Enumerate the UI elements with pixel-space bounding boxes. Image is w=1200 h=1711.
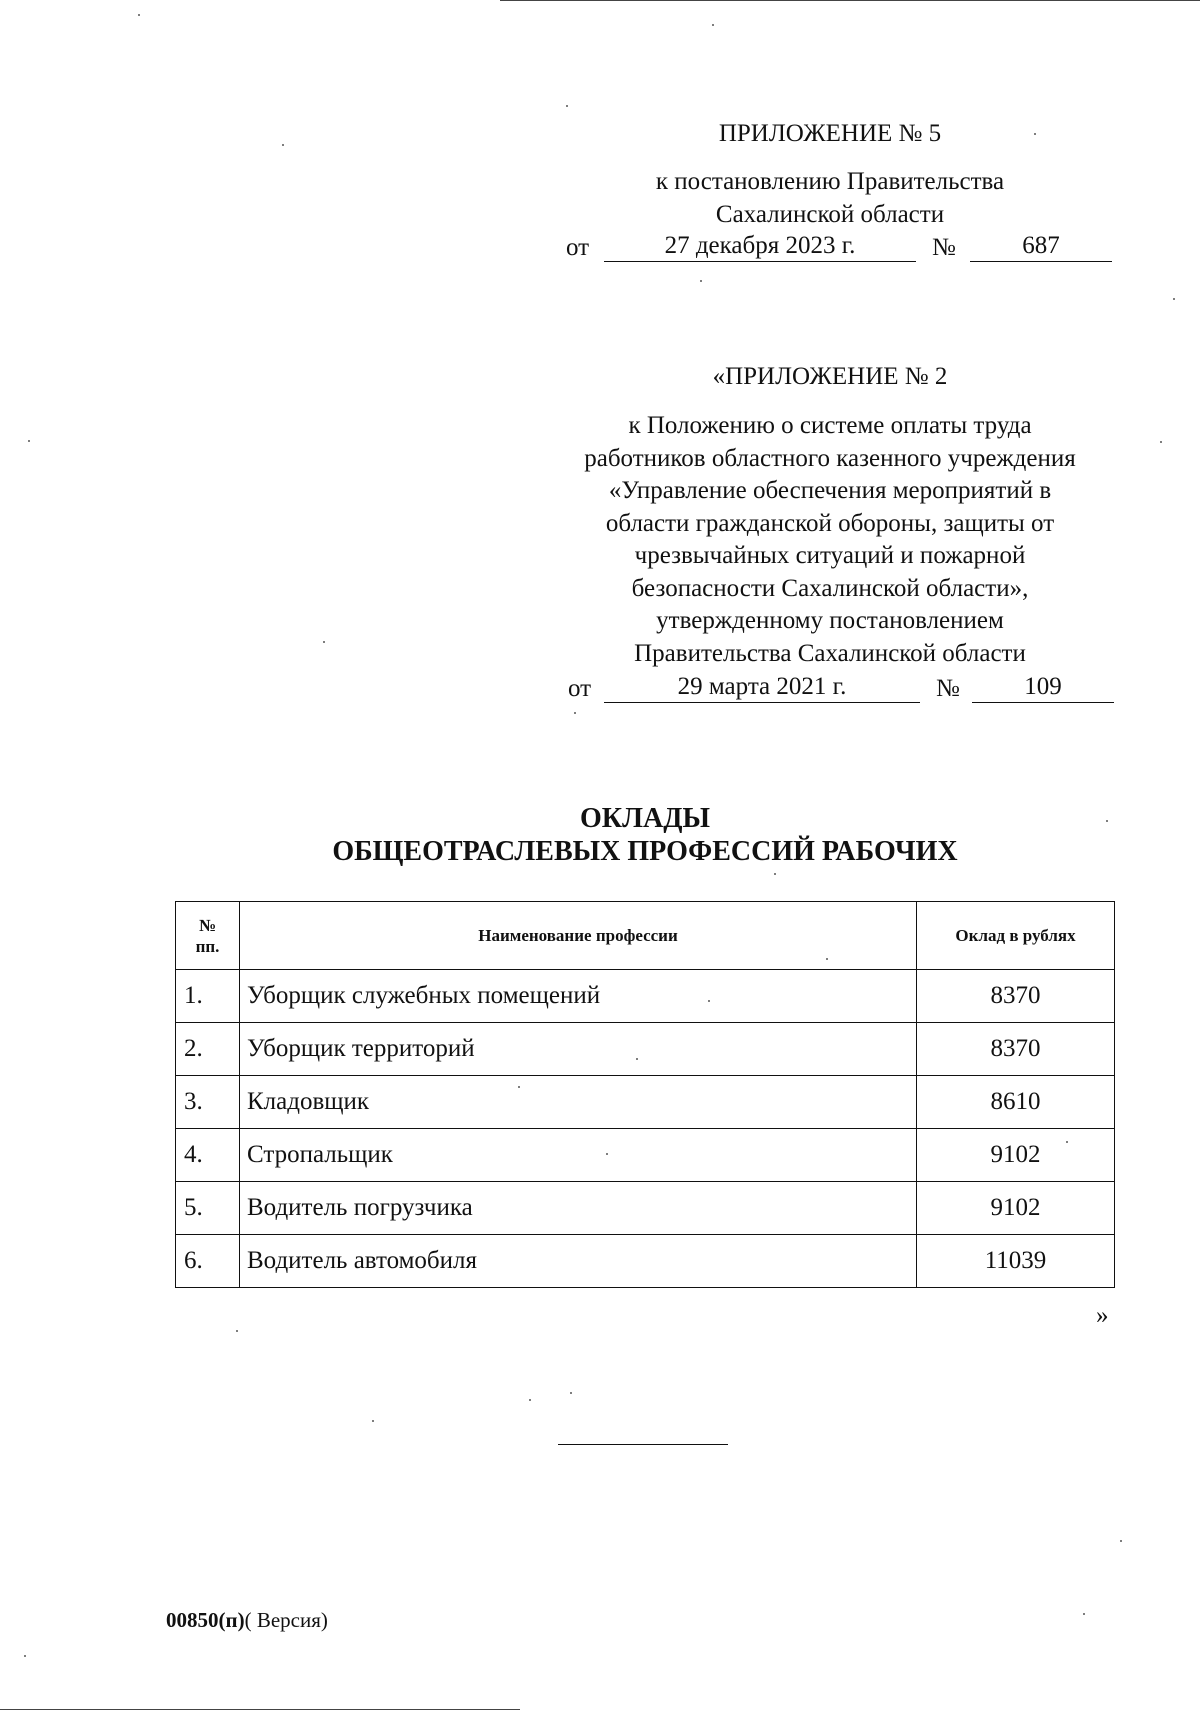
row-num: 5. (176, 1182, 240, 1235)
footer (166, 1607, 328, 1633)
table-row (176, 1023, 1115, 1076)
amended-date: 29 марта 2021 г. (677, 673, 847, 700)
scan-speck (518, 1086, 520, 1088)
scan-speck (708, 1000, 710, 1002)
heading-line-1: ОКЛАДЫ (580, 803, 710, 834)
row-salary: 8610 (917, 1076, 1115, 1129)
row-num: 2. (176, 1023, 240, 1076)
scan-speck (1173, 298, 1175, 300)
appendix-line-2: Сахалинской области (715, 200, 945, 228)
amended-line-7: утвержденному постановлением (656, 607, 1004, 634)
scan-speck (1083, 1613, 1085, 1615)
scan-speck (570, 1392, 572, 1394)
scan-speck (566, 105, 568, 107)
scan-edge-bottom (0, 1709, 520, 1710)
row-num: 4. (176, 1129, 240, 1182)
footer-code: 00850(п) (166, 1608, 245, 1632)
row-salary: 9102 (917, 1129, 1115, 1182)
appendix-no-label: № (932, 234, 956, 261)
scan-speck (1160, 441, 1162, 443)
row-num: 3. (176, 1076, 240, 1129)
amended-line-5: чрезвычайных ситуаций и пожарной (634, 542, 1026, 569)
amended-appendix-body (540, 410, 1120, 670)
scan-speck (529, 1399, 531, 1401)
scan-speck (700, 280, 702, 282)
scan-speck (606, 1153, 608, 1155)
row-name: Уборщик служебных помещений (240, 970, 917, 1023)
amended-line-4: области гражданской обороны, защиты от (605, 509, 1055, 537)
scan-speck (774, 873, 776, 875)
header-num-line-2: пп. (195, 936, 220, 956)
scan-speck (1120, 1540, 1122, 1542)
appendix-date-underline (604, 261, 916, 262)
amended-no-label: № (936, 675, 960, 702)
row-name: Кладовщик (240, 1076, 917, 1129)
scan-edge-top (500, 0, 1200, 1)
table-row (176, 1129, 1115, 1182)
scan-speck (636, 1058, 638, 1060)
appendix-date: 27 декабря 2023 г. (664, 232, 856, 259)
row-num: 1. (176, 970, 240, 1023)
scan-speck (236, 1330, 238, 1332)
salary-table (175, 901, 1115, 1288)
table-row (176, 970, 1115, 1023)
row-salary: 8370 (917, 1023, 1115, 1076)
appendix-number: 687 (1022, 232, 1060, 259)
appendix-title: ПРИЛОЖЕНИЕ № 5 (718, 120, 942, 147)
table-row (176, 1076, 1115, 1129)
separator-line (558, 1444, 728, 1445)
amended-line-6: безопасности Сахалинской области», (631, 574, 1029, 602)
amended-line-8: Правительства Сахалинской области (634, 639, 1026, 667)
row-salary: 11039 (917, 1235, 1115, 1288)
amended-line-1: к Положению о системе оплаты труда (628, 412, 1032, 439)
footer-version: ( Версия) (244, 1608, 328, 1632)
amended-date-underline (604, 702, 920, 703)
header-salary: Оклад в рублях (917, 902, 1115, 970)
scan-speck (1106, 820, 1108, 822)
scan-speck (1066, 1141, 1068, 1143)
header-num-line-1: № (198, 915, 217, 935)
row-salary: 9102 (917, 1182, 1115, 1235)
table-row (176, 1182, 1115, 1235)
row-num: 6. (176, 1235, 240, 1288)
header-name: Наименование профессии (240, 902, 917, 970)
closing-quote: » (1096, 1302, 1109, 1329)
amended-line-2: работников областного казенного учреждения (584, 444, 1076, 472)
scan-speck (24, 1655, 26, 1657)
scan-speck (1034, 133, 1036, 135)
scan-speck (138, 14, 140, 16)
scan-speck (712, 24, 714, 26)
row-salary: 8370 (917, 970, 1115, 1023)
scan-speck (282, 144, 284, 146)
scan-speck (574, 712, 576, 714)
amended-appendix-title: «ПРИЛОЖЕНИЕ № 2 (712, 363, 948, 390)
amended-number-underline (972, 702, 1114, 703)
table-header-row (176, 902, 1115, 970)
scan-speck (323, 641, 325, 643)
row-name: Стропальщик (240, 1129, 917, 1182)
appendix-body (580, 166, 1080, 231)
scan-speck (372, 1420, 374, 1422)
row-name: Уборщик территорий (240, 1023, 917, 1076)
amended-number: 109 (1024, 673, 1062, 700)
row-name: Водитель погрузчика (240, 1182, 917, 1235)
amended-line-3: «Управление обеспечения мероприятий в (608, 477, 1052, 504)
amended-from-label: от (568, 675, 592, 702)
appendix-number-underline (970, 261, 1112, 262)
scan-speck (28, 440, 30, 442)
header-num (176, 902, 240, 970)
table-row (176, 1235, 1115, 1288)
row-name: Водитель автомобиля (240, 1235, 917, 1288)
scan-speck (826, 958, 828, 960)
appendix-from-label: от (566, 234, 590, 261)
appendix-line-1: к постановлению Правительства (655, 168, 1005, 195)
heading-line-2: ОБЩЕОТРАСЛЕВЫХ ПРОФЕССИЙ РАБОЧИХ (332, 836, 958, 867)
